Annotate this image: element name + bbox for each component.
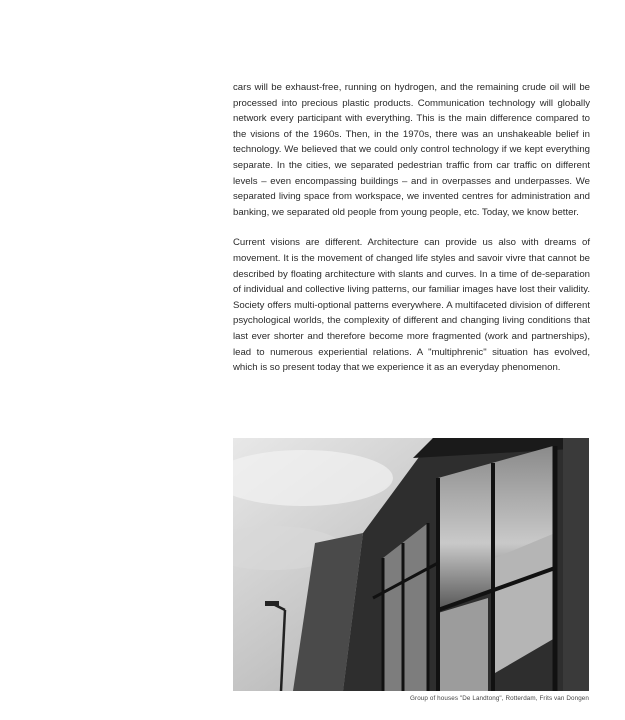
building-photo bbox=[233, 438, 589, 691]
photo-caption: Group of houses "De Landtong", Rotterdam, Frits van Dongen bbox=[410, 695, 589, 702]
paragraph-2: Current visions are different. Architecture can provide us also with dreams of movement. It is the movement of changed life styles and savoir vivre that cannot be described by floating architecture with slants and curves. In a time of de-separation of individual and collective living patterns, our familiar images have lost their validity. Society offers multi-optional patterns everywhere. A multifaceted division of different psychological worlds, the complexity of different and changing living conditions that last ever shorter and therefore become more fragmented (work and partnerships), lead to numerous experiential relations. A "multiphrenic" situation has evolved, which is so present today that we experience it as an everyday phenomenon. bbox=[233, 237, 590, 374]
body-text bbox=[233, 80, 590, 391]
paragraph-1: cars will be exhaust-free, running on hydrogen, and the remaining crude oil will be processed into precious plastic products. Communication technology will globally network every participant with everything. This is the main difference compared to the visions of the 1960s. Then, in the 1970s, there was an unshakeable belief in technology. We believed that we could only control technology if we kept everything separate. In the cities, we separated pedestrian traffic from car traffic on different levels – even encompassing buildings – and in overpasses and underpasses. We separated living space from workspace, we invented centres for administration and banking, we separated old people from young people, etc. Today, we know better. bbox=[233, 82, 590, 218]
